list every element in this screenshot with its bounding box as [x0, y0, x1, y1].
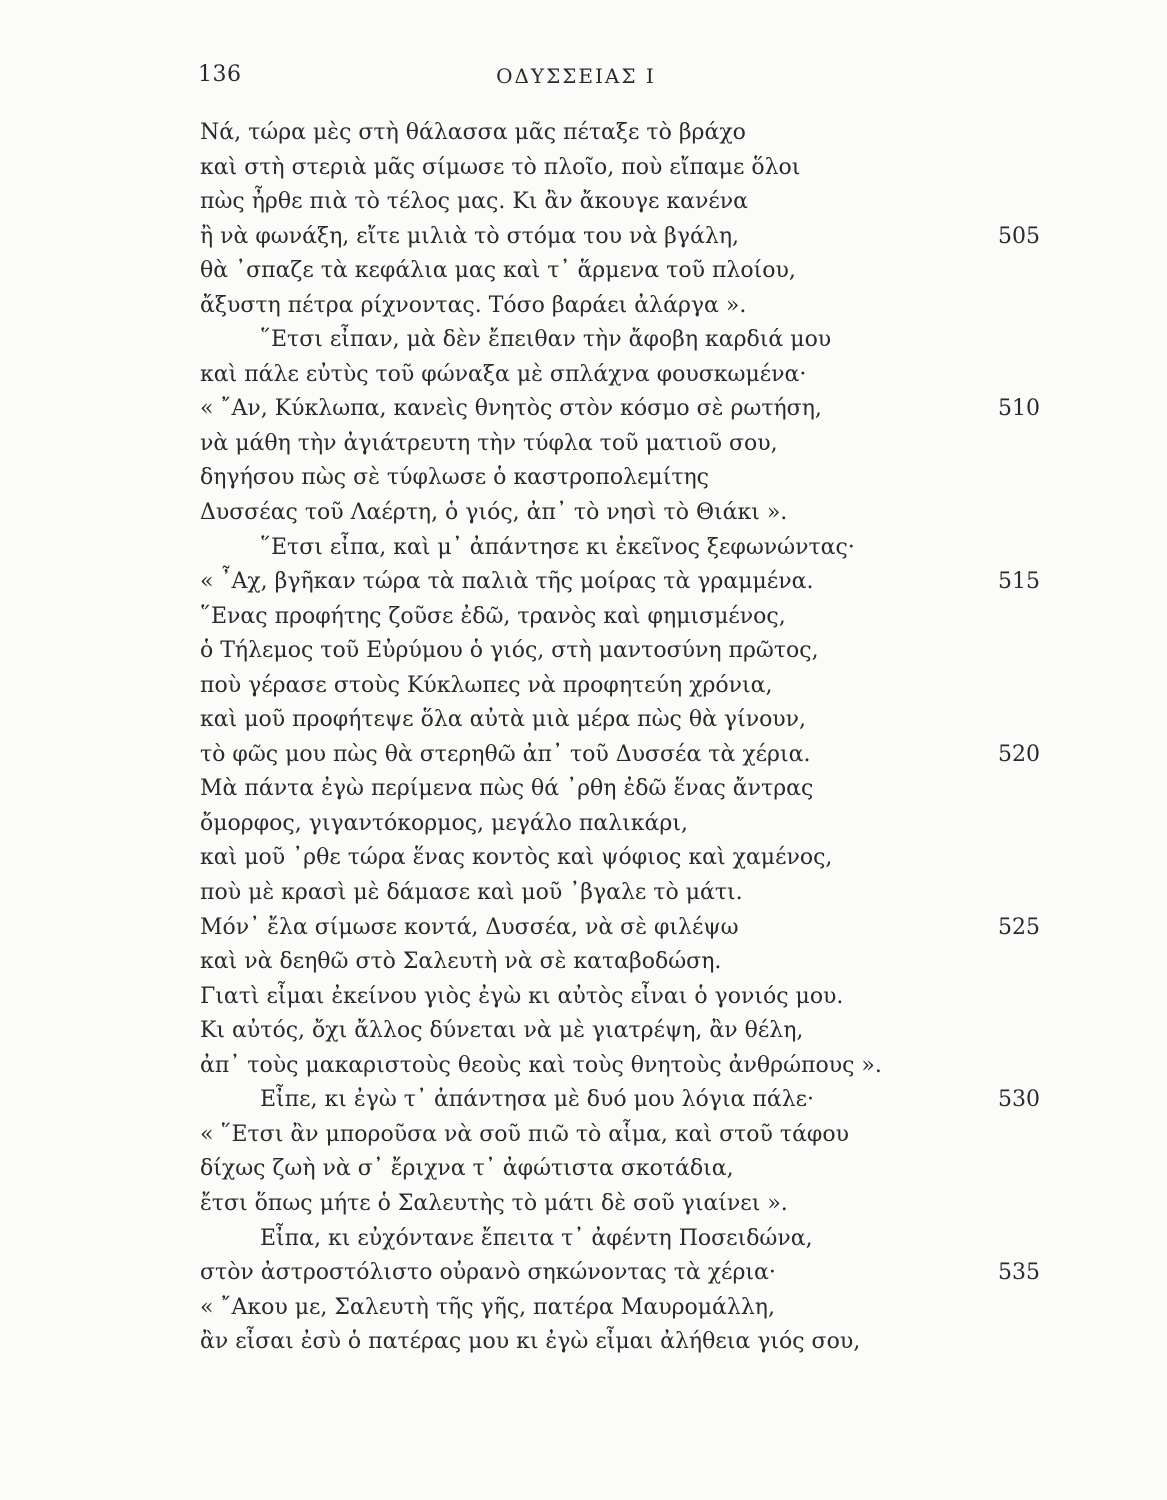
- verse-text: ποὺ γέρασε στοὺς Κύκλωπες νὰ προφητεύη χρόνια,: [200, 672, 773, 698]
- verse-line: [200, 807, 1040, 842]
- verse-text: Εἶπε, κι ἐγὼ τ᾽ ἀπάντησα μὲ δυό μου λόγια πάλε·: [260, 1087, 815, 1113]
- verse-line: [200, 427, 1040, 462]
- verse-text: ἢ νὰ φωνάξη, εἴτε μιλιὰ τὸ στόμα του νὰ βγάλη,: [200, 223, 740, 249]
- page-number: 136: [198, 62, 242, 87]
- verse-line: [200, 392, 1040, 427]
- verse-text: Γιατὶ εἶμαι ἐκείνου γιὸς ἐγὼ κι αὐτὸς εἶναι ὁ γονιός μου.: [200, 983, 844, 1009]
- verse-text: στὸν ἀστροστόλιστο οὐρανὸ σηκώνοντας τὰ χέρια·: [200, 1260, 776, 1286]
- verse-line: [200, 1152, 1040, 1187]
- verse-text: τὸ φῶς μου πὼς θὰ στερηθῶ ἀπ᾽ τοῦ Δυσσέα τὰ χέρια.: [200, 741, 811, 767]
- book-title: ΟΔΥΣΣΕΙΑΣ Ι: [496, 64, 656, 88]
- verse-text: « ῏Αχ, βγῆκαν τώρα τὰ παλιὰ τῆς μοίρας τὰ γραμμένα.: [200, 569, 814, 595]
- verse-text: ἔτσι ὅπως μήτε ὁ Σαλευτὴς τὸ μάτι δὲ σοῦ γιαίνει ».: [200, 1190, 788, 1216]
- verse-text: « ῎Αν, Κύκλωπα, κανεὶς θνητὸς στὸν κόσμο σὲ ρωτήση,: [200, 396, 822, 422]
- verse-line: [200, 1291, 1040, 1326]
- verse-text: Νά, τώρα μὲς στὴ θάλασσα μᾶς πέταξε τὸ βράχο: [200, 120, 746, 145]
- verse-line: [200, 116, 1040, 151]
- line-number: 520: [998, 741, 1040, 767]
- verse-text: ἂν εἶσαι ἐσὺ ὁ πατέρας μου κι ἐγὼ εἶμαι ἀλήθεια γιός σου,: [200, 1329, 861, 1355]
- verse-text: ῞Ετσι εἶπα, καὶ μ᾽ ἀπάντησε κι ἐκεῖνος ξεφωνώντας·: [260, 534, 855, 560]
- verse-text: « ῞Ετσι ἂν μποροῦσα νὰ σοῦ πιῶ τὸ αἷμα, καὶ στοῦ τάφου: [200, 1121, 849, 1147]
- verse-line: [200, 911, 1040, 946]
- verse-text: καὶ πάλε εὐτὺς τοῦ φώναξα μὲ σπλάχνα φουσκωμένα·: [200, 361, 807, 387]
- verse-line: [200, 876, 1040, 911]
- verse-text: ῞Ετσι εἶπαν, μὰ δὲν ἔπειθαν τὴν ἄφοβη καρδιά μου: [260, 327, 832, 353]
- verse-line: [200, 220, 1040, 255]
- verse-text: θὰ ᾽σπαζε τὰ κεφάλια μας καὶ τ᾽ ἅρμενα τοῦ πλοίου,: [200, 258, 796, 284]
- verse-line: [200, 841, 1040, 876]
- verse-text: ἀπ᾽ τοὺς μακαριστοὺς θεοὺς καὶ τοὺς θνητοὺς ἀνθρώπους ».: [200, 1052, 882, 1078]
- verse-line: [200, 496, 1040, 531]
- verse-text: ποὺ μὲ κρασὶ μὲ δάμασε καὶ μοῦ ᾽βγαλε τὸ μάτι.: [200, 880, 743, 906]
- verse-line: [200, 1083, 1040, 1118]
- verse-line: [200, 323, 1040, 358]
- verse-text: καὶ μοῦ προφήτεψε ὅλα αὐτὰ μιὰ μέρα πὼς θὰ γίνουν,: [200, 707, 807, 733]
- verse-line: [200, 1256, 1040, 1291]
- verse-line: [200, 151, 1040, 186]
- verse-line: [200, 461, 1040, 496]
- verse-line: [200, 980, 1040, 1015]
- verse-text: Μὰ πάντα ἐγὼ περίμενα πὼς θά ᾽ρθη ἐδῶ ἕνας ἄντρας: [200, 776, 814, 802]
- verse-line: [200, 1014, 1040, 1049]
- verse-line: [200, 703, 1040, 738]
- line-number: 505: [998, 223, 1040, 249]
- verse-line: [200, 531, 1040, 566]
- verse-text: πὼς ἦρθε πιὰ τὸ τέλος μας. Κι ἂν ἄκουγε κανένα: [200, 189, 748, 215]
- line-number: 535: [998, 1260, 1040, 1286]
- verse-line: [200, 1325, 1040, 1360]
- verse-text: δηγήσου πὼς σὲ τύφλωσε ὁ καστροπολεμίτης: [200, 465, 710, 491]
- verse-line: [200, 600, 1040, 635]
- verse-line: [200, 772, 1040, 807]
- verse-line: [200, 945, 1040, 980]
- verse-line: [200, 565, 1040, 600]
- verse-line: [200, 669, 1040, 704]
- verse-line: [200, 1187, 1040, 1222]
- verse-text: καὶ στὴ στεριὰ μᾶς σίμωσε τὸ πλοῖο, ποὺ εἴπαμε ὅλοι: [200, 154, 801, 180]
- verse-text: Εἶπα, κι εὐχόντανε ἔπειτα τ᾽ ἀφέντη Ποσειδώνα,: [260, 1225, 813, 1251]
- verse-line: [200, 185, 1040, 220]
- line-number: 525: [998, 914, 1040, 940]
- verse-line: [200, 738, 1040, 773]
- line-number: 510: [998, 396, 1040, 422]
- verse-text: νὰ μάθη τὴν ἀγιάτρευτη τὴν τύφλα τοῦ ματιοῦ σου,: [200, 430, 778, 456]
- verse-text: ὁ Τήλεμος τοῦ Εὐρύμου ὁ γιός, στὴ μαντοσύνη πρῶτος,: [200, 638, 819, 664]
- verse-line: [200, 634, 1040, 669]
- verse-text: Δυσσέας τοῦ Λαέρτη, ὁ γιός, ἀπ᾽ τὸ νησὶ τὸ Θιάκι ».: [200, 500, 788, 526]
- verse-line: [200, 358, 1040, 393]
- verse-line: [200, 1118, 1040, 1153]
- verse-line: [200, 289, 1040, 324]
- verse-text: ῞Ενας προφήτης ζοῦσε ἐδῶ, τρανὸς καὶ φημισμένος,: [200, 603, 786, 629]
- line-number: 515: [998, 569, 1040, 595]
- verse-block: [200, 116, 1040, 1360]
- line-number: 530: [998, 1087, 1040, 1113]
- running-head: [198, 62, 718, 96]
- verse-text: « ῎Ακου με, Σαλευτὴ τῆς γῆς, πατέρα Μαυρομάλλη,: [200, 1294, 775, 1320]
- verse-text: Μόν᾽ ἔλα σίμωσε κοντά, Δυσσέα, νὰ σὲ φιλέψω: [200, 914, 739, 940]
- verse-text: δίχως ζωὴ νὰ σ᾽ ἔριχνα τ᾽ ἀφώτιστα σκοτάδια,: [200, 1156, 734, 1182]
- verse-text: Κι αὐτός, ὄχι ἄλλος δύνεται νὰ μὲ γιατρέψη, ἂν θέλη,: [200, 1018, 804, 1044]
- verse-text: ὄμορφος, γιγαντόκορμος, μεγάλο παλικάρι,: [200, 810, 688, 836]
- verse-line: [200, 1049, 1040, 1084]
- verse-text: ἄξυστη πέτρα ρίχνοντας. Τόσο βαράει ἀλάργα ».: [200, 292, 747, 318]
- verse-line: [200, 254, 1040, 289]
- verse-text: καὶ μοῦ ᾽ρθε τώρα ἕνας κοντὸς καὶ ψόφιος καὶ χαμένος,: [200, 845, 833, 871]
- verse-line: [200, 1222, 1040, 1257]
- verse-text: καὶ νὰ δεηθῶ στὸ Σαλευτὴ νὰ σὲ καταβοδώση.: [200, 949, 722, 975]
